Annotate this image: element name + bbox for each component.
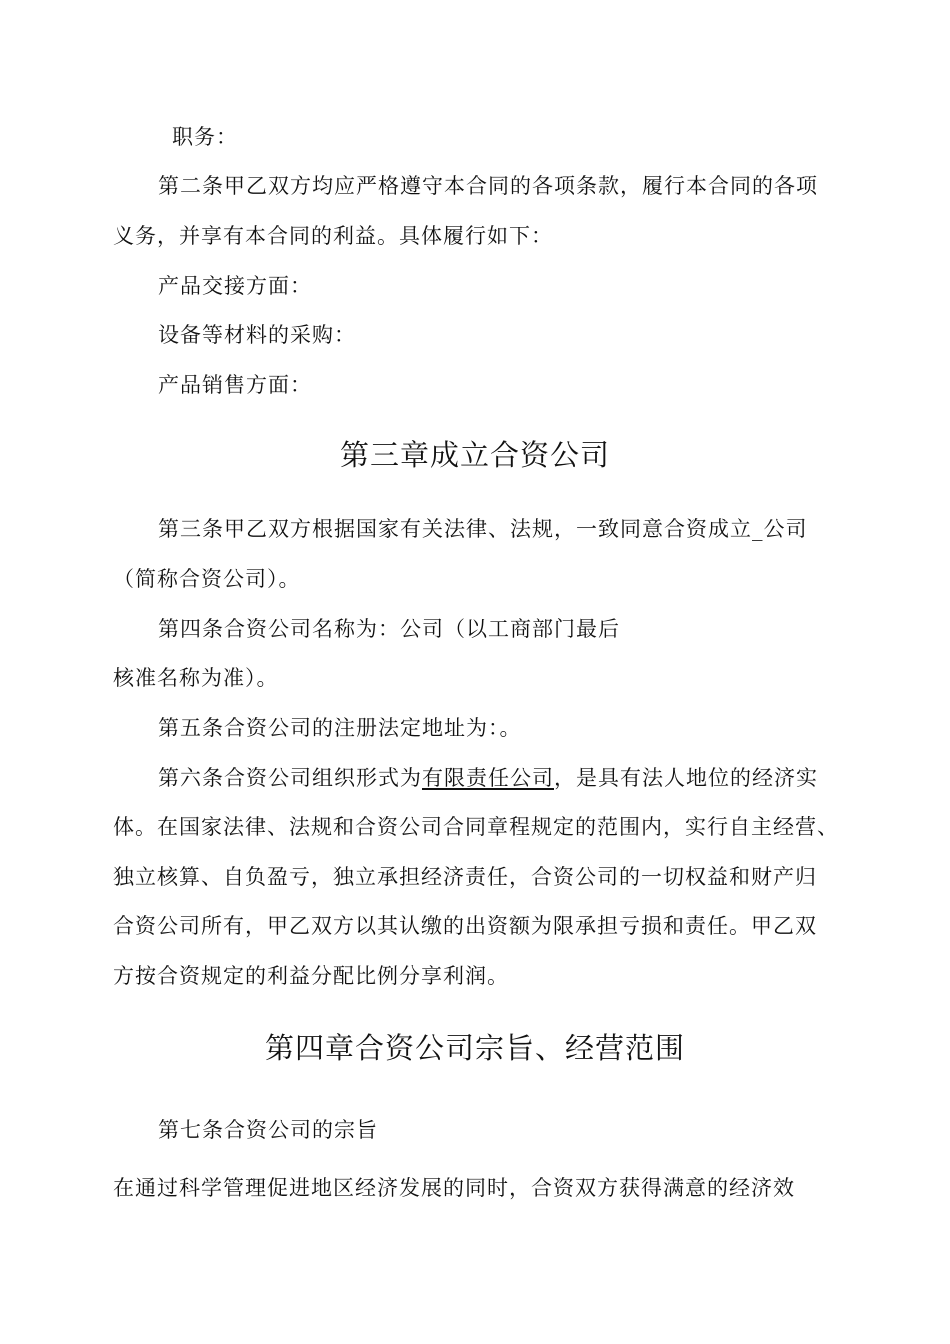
text-line-product-sales: 产品销售方面： <box>158 373 312 397</box>
company-form-underlined: 有限责任公司 <box>422 766 554 790</box>
text-line-article-6-cont-4: 方按合资规定的利益分配比例分享利润。 <box>113 964 509 988</box>
text-line-article-6-cont-3: 合资公司所有，甲乙双方以其认缴的出资额为限承担亏损和责任。甲乙双 <box>113 914 817 938</box>
text-line-article-3-cont: （简称合资公司）。 <box>113 567 301 591</box>
text-line-article-4-cont: 核准名称为准）。 <box>113 666 279 690</box>
text-line-product-handover: 产品交接方面： <box>158 274 312 298</box>
text-line-article-2: 第二条甲乙双方均应严格遵守本合同的各项条款，履行本合同的各项 <box>158 174 818 198</box>
text-line-article-5: 第五条合资公司的注册法定地址为：。 <box>158 716 522 740</box>
chapter-4-heading: 第四章合资公司宗旨、经营范围 <box>264 1031 685 1065</box>
text-line-article-6 <box>158 765 818 791</box>
text-line-article-7-cont: 在通过科学管理促进地区经济发展的同时，合资双方获得满意的经济效 <box>113 1176 795 1200</box>
text-line-article-6-cont-2: 独立核算、自负盈亏，独立承担经济责任，合资公司的一切权益和财产归 <box>113 865 817 889</box>
chapter-3-heading: 第三章成立合资公司 <box>339 438 610 472</box>
text-line-position: 职务： <box>172 125 238 149</box>
text-line-article-2-cont: 义务，并享有本合同的利益。具体履行如下： <box>113 224 553 248</box>
article-6-suffix: ，是具有法人地位的经济实 <box>554 766 818 790</box>
text-line-article-3: 第三条甲乙双方根据国家有关法律、法规，一致同意合资成立_公司 <box>158 517 808 541</box>
text-line-equipment-purchase: 设备等材料的采购： <box>158 323 356 347</box>
text-line-article-6-cont-1: 体。在国家法律、法规和合资公司合同章程规定的范围内，实行自主经营、 <box>113 815 839 839</box>
article-6-prefix: 第六条合资公司组织形式为 <box>158 766 422 790</box>
text-line-article-4: 第四条合资公司名称为：公司（以工商部门最后 <box>158 617 620 641</box>
text-line-article-7: 第七条合资公司的宗旨 <box>158 1118 378 1142</box>
